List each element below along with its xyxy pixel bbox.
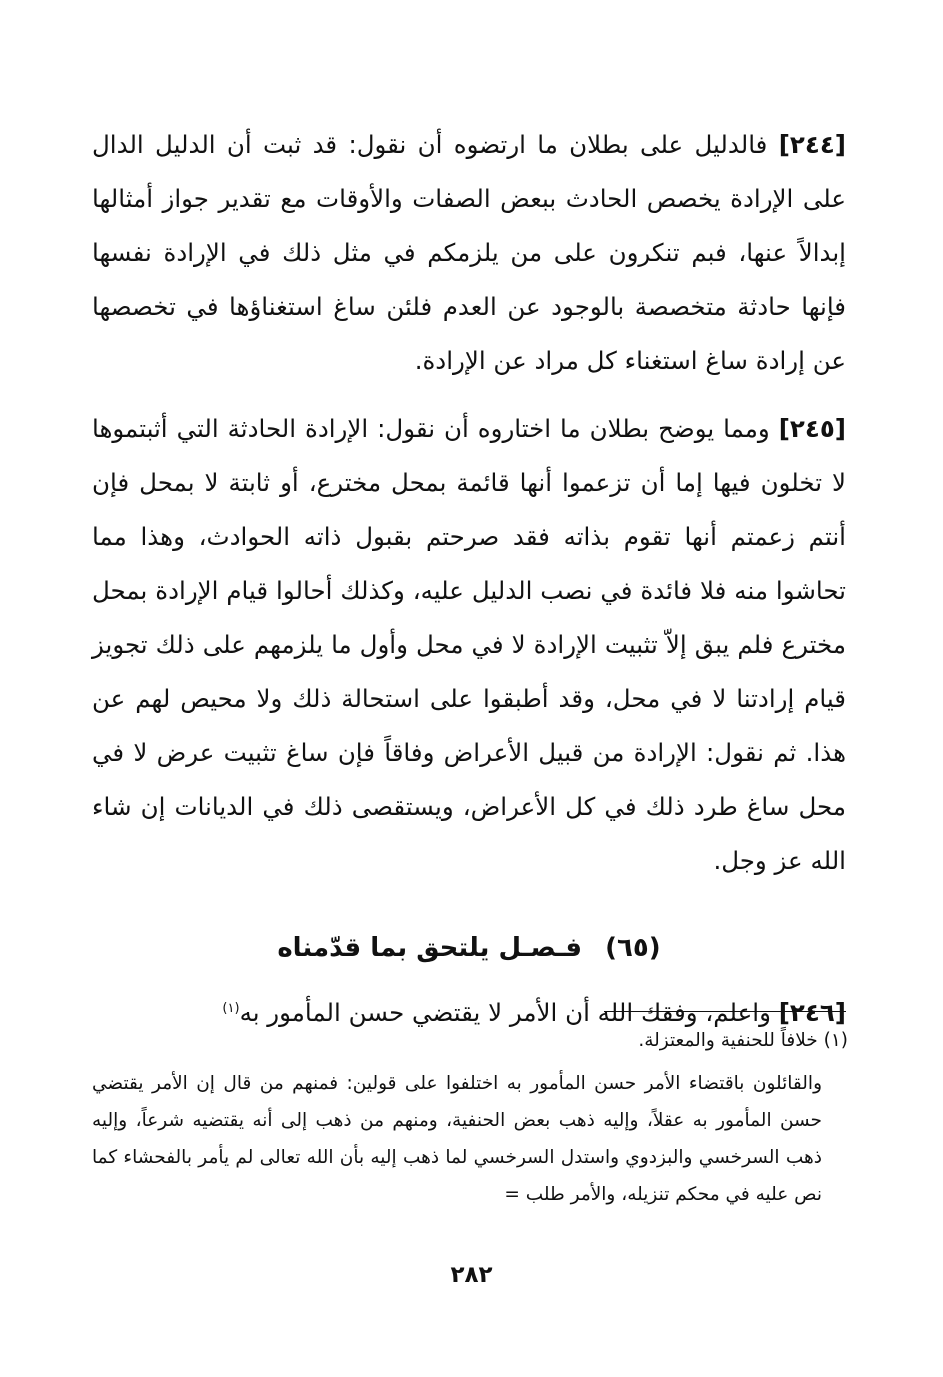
footnote-divider [604, 1011, 846, 1012]
section-title: فـصـل يلتحق بما قدّمناه [277, 933, 583, 963]
main-text [92, 118, 846, 1040]
footnote-marker: (١) [222, 1000, 240, 1016]
page-number: ٢٨٢ [450, 1262, 493, 1288]
paragraph-text: واعلم، وفقك الله أن الأمر لا يقتضي حسن المأمور به [239, 998, 771, 1027]
footnote-body: والقائلون باقتضاء الأمر حسن المأمور به اختلفوا على قولين: فمنهم من قال إن الأمر يقتضي حسن المأمور به عقلاً، وإليه ذهب بعض الحنفية، ومنهم من ذهب إلى أنه يقتضيه شرعاً، وإليه ذهب السرخسي والبزدوي واستدل السرخسي لما ذهب إليه بأن الله تعالى لم يأمر بالفحشاء كما نص عليه في محكم تنزيله، والأمر طلب = [92, 1073, 822, 1205]
footnote-1 [92, 1022, 848, 1059]
paragraph-245 [92, 402, 846, 888]
paragraph-text: ومما يوضح بطلان ما اختاروه أن نقول: الإرادة الحادثة التي أثبتموها لا تخلون فيها إما أن تزعموا أنها قائمة بمحل مخترع، أو ثابتة لا بمحل فإن أنتم زعمتم أنها تقوم بذاته فقد صرحتم بقبول ذاته الحوادث، وهذا مما تحاشوا منه فلا فائدة في نصب الدليل عليه، وكذلك أحالوا قيام الإرادة بمحل مخترع فلم يبق إلاّ تثبيت الإرادة لا في محل وأول ما يلزمهم على ذلك تجويز قيام إرادتنا لا في محل، وقد أطبقوا على استحالة ذلك ولا محيص لهم عن هذا. ثم نقول: الإرادة من قبيل الأعراض وفاقاً فإن ساغ تثبيت عرض لا في محل ساغ طرد ذلك في كل الأعراض، ويستقصى ذلك في الديانات إن شاء الله عز وجل. [92, 414, 846, 875]
paragraph-number: [٢٤٥] [778, 414, 846, 443]
paragraph-244 [92, 118, 846, 388]
section-number: (٦٥) [605, 933, 661, 963]
paragraph-number: [٢٤٤] [778, 130, 846, 159]
section-heading [92, 928, 846, 968]
footnote-number: (١) [823, 1030, 848, 1051]
footnotes [92, 1022, 848, 1213]
footnote-first-line: خلافاً للحنفية والمعتزلة. [638, 1030, 818, 1051]
paragraph-text: فالدليل على بطلان ما ارتضوه أن نقول: قد ثبت أن الدليل الدال على الإرادة يخصص الحادث ببعض الصفات والأوقات مع تقدير جواز أمثالها إبدالاً عنها، فبم تنكرون على من يلزمكم في مثل ذلك في الإرادة نفسها فإنها حادثة متخصصة بالوجود عن العدم فلئن ساغ استغناؤها في تخصصها عن إرادة ساغ استغناء كل مراد عن الإرادة. [92, 130, 846, 375]
paragraph-number: [٢٤٦] [778, 998, 846, 1027]
